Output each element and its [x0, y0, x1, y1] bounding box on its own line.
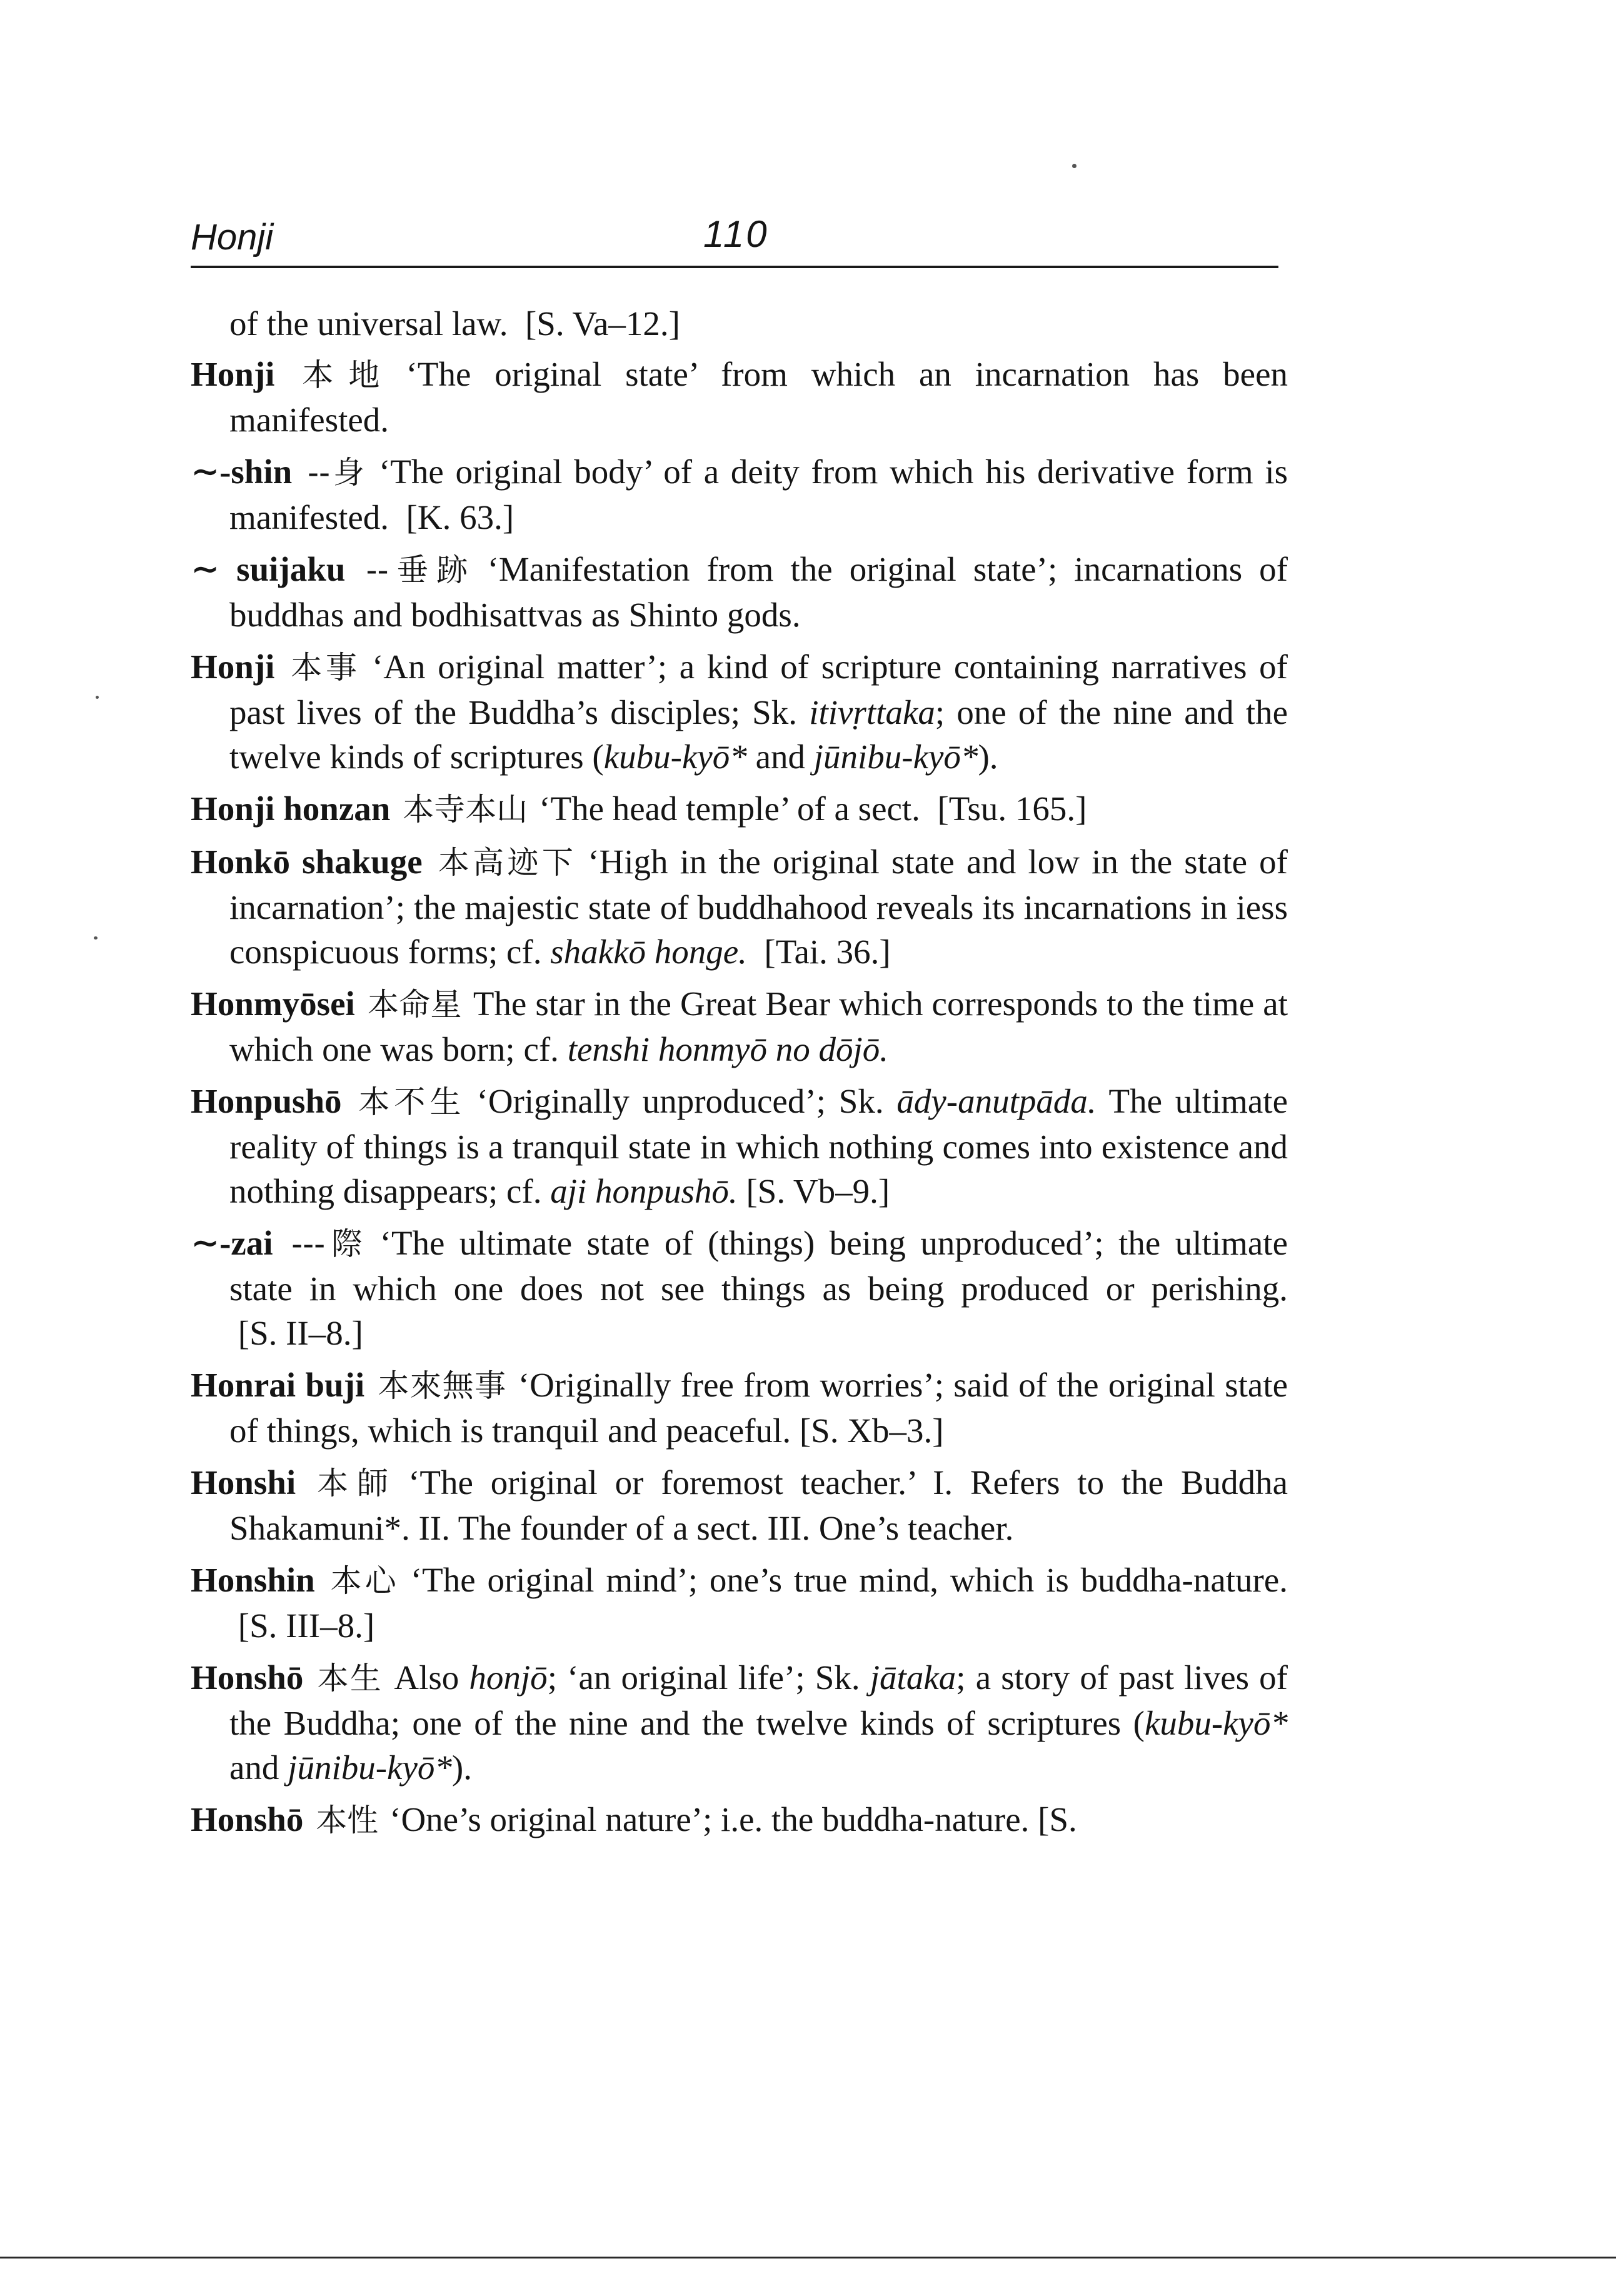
entry-honshi: [191, 1460, 1288, 1550]
entry-sanskrit-term: jātaka: [870, 1658, 956, 1697]
entry-kanji: 本寺本山: [403, 791, 528, 828]
entry-kanji: 本事: [291, 649, 361, 686]
entry-kanji: 本來無事: [378, 1368, 507, 1404]
entry-reference: [S. Vb–9.]: [746, 1172, 890, 1210]
entry-cross-reference: shakkō honge.: [550, 933, 747, 971]
entry-headword: ∼ suijaku: [191, 550, 346, 588]
entry-headword: Honshin: [191, 1561, 315, 1599]
entry-suijaku: [191, 547, 1288, 637]
entry-kanji: 本地: [302, 357, 395, 393]
entry-honji-honji: Honji 本事 ‘An original matter’; a kind of scripture containing narratives of past lives of the Buddha’s disciples; Sk. itivṛttaka; one of the nine and the twelve kinds of scriptures (kubu-kyō* and jūnibu-kyō*).: [191, 648, 1288, 776]
entry-definition: ‘Originally free from worries’; said of the original state of things, which is tranquil and peaceful.: [229, 1366, 1288, 1450]
entry-definition: ‘The head temple’ of a sect.: [539, 790, 920, 828]
entry-kanji: 本師: [316, 1465, 398, 1501]
entry-definition: ‘High in the original state and low in the state of incarnation’; the majestic state of buddhahood reveals its incarnations in iess conspicuous forms; cf.: [229, 843, 1288, 971]
entry-reference: [S. III–8.]: [238, 1607, 375, 1645]
entry-cross-reference: tenshi honmyō no dōjō.: [567, 1030, 888, 1068]
entry-definition: ‘The original mind’; one’s true mind, which is buddha-nature.: [410, 1561, 1288, 1599]
entry-headword: Honji: [191, 648, 275, 686]
entry-cross-reference: kubu-kyō*: [1144, 1704, 1288, 1742]
entry-definition: ‘The original state’ from which an incarnation has been manifested.: [229, 355, 1288, 439]
entry-kanji: --垂跡: [366, 552, 476, 588]
entry-cross-reference: aji honpushō.: [550, 1172, 738, 1210]
entry-headword: Honji honzan: [191, 790, 391, 828]
entry-cross-reference: kubu-kyō*: [603, 738, 747, 776]
entry-zai: [191, 1221, 1288, 1355]
entry-definition: ‘An original matter’; a kind of scripture containing narratives of past lives of the Buddha’s disciples; Sk.: [229, 648, 1288, 731]
entry-kanji: 本生: [317, 1660, 383, 1697]
entry-honsho-nature: [191, 1797, 1288, 1843]
entry-headword: Honshō: [191, 1658, 304, 1697]
entry-headword: Honkō shakuge: [191, 843, 423, 881]
scan-speck: [94, 936, 98, 940]
entry-headword: Honshō: [191, 1800, 304, 1838]
entry-headword: Honmyōsei: [191, 985, 355, 1023]
entry-headword: Honrai buji: [191, 1366, 365, 1404]
entry-honpusho: Honpushō 本不生 ‘Originally unproduced’; Sk. ādy-anutpāda. The ultimate reality of things is a tranquil state in which nothing comes into existence and nothing disappears; cf. aji honpushō. [S. Vb–9.]: [191, 1082, 1288, 1210]
entry-honko-shakuge: [191, 840, 1288, 974]
entry-headword: Honpushō: [191, 1082, 342, 1120]
entry-kanji: 本不生: [358, 1084, 466, 1120]
scan-speck: [1072, 164, 1076, 168]
dictionary-column: [191, 301, 1288, 1850]
header-rule: [191, 266, 1278, 268]
page-number: 110: [703, 213, 769, 255]
running-head: Honji: [191, 217, 274, 258]
entry-definition: The star in the Great Bear which corresponds to the time at which one was born; cf.: [229, 985, 1288, 1068]
scan-bottom-edge: [0, 2257, 1616, 2258]
entry-variant: honjō: [469, 1658, 548, 1697]
entry-honshin: [191, 1558, 1288, 1648]
entry-kanji: 本心: [330, 1563, 399, 1599]
entry-shin: [191, 449, 1288, 539]
entry-sanskrit-term: ādy-anutpāda.: [896, 1082, 1097, 1120]
entry-honji-hōnchi: [191, 352, 1288, 442]
entry-headword: ∼-zai: [191, 1224, 273, 1262]
entry-definition: ‘Manifestation from the original state’; incarnations of buddhas and bodhisattvas as Shinto gods.: [229, 550, 1288, 634]
entry-kanji: --身: [307, 454, 368, 491]
entry-headword: ∼-shin: [191, 453, 293, 491]
entry-kanji: 本命星: [367, 986, 462, 1023]
entry-definition: ‘Originally unproduced’; Sk.: [476, 1082, 884, 1120]
entry-definition: ‘The original or foremost teacher.’ I. Refers to the Buddha Shakamuni*. II. The founder of a sect. III. One’s teacher.: [229, 1463, 1288, 1547]
entry-headword: Honji: [191, 355, 275, 393]
entry-definition: ‘The original body’ of a deity from which his derivative form is manifested.: [229, 453, 1288, 536]
entry-reference: [Tsu. 165.]: [937, 790, 1087, 828]
entry-headword: Honshi: [191, 1463, 296, 1501]
entry-definition: Also: [394, 1658, 459, 1697]
continuation-line: of the universal law. [S. Va–12.]: [229, 304, 680, 343]
entry-kanji: 本高迹下: [438, 845, 577, 881]
entry-definition: ‘One’s original nature’; i.e. the buddha-nature. [S.: [389, 1800, 1077, 1838]
entry-definition: ‘The ultimate state of (things) being unproduced’; the ultimate state in which one does not see things as being produced or perishing.: [229, 1224, 1288, 1308]
entry-cross-reference: jūnibu-kyō*: [813, 738, 978, 776]
entry-cross-reference: jūnibu-kyō*: [288, 1748, 452, 1787]
entry-reference: [Tai. 36.]: [764, 933, 891, 971]
entry-honrai-buji: [191, 1363, 1288, 1453]
entry-kanji: 本性: [316, 1802, 379, 1838]
entry-kanji: ---際: [291, 1226, 369, 1262]
entry-reference: [S. Xb–3.]: [799, 1411, 944, 1450]
entry-sanskrit-term: itivṛttaka: [809, 693, 935, 731]
scan-speck: [96, 696, 99, 699]
entry-honmyosei: [191, 981, 1288, 1071]
page-header: [191, 213, 1278, 269]
entry-reference: [S. II–8.]: [238, 1314, 363, 1352]
entry-honsho-life: Honshō 本生 Also honjō; ‘an original life’; Sk. jātaka; a story of past lives of the Buddha; one of the nine and the twelve kinds of scriptures (kubu-kyō* and jūnibu-kyō*).: [191, 1658, 1288, 1787]
entry-honji-honzan: [191, 786, 1288, 832]
entry-reference: [K. 63.]: [406, 498, 514, 536]
